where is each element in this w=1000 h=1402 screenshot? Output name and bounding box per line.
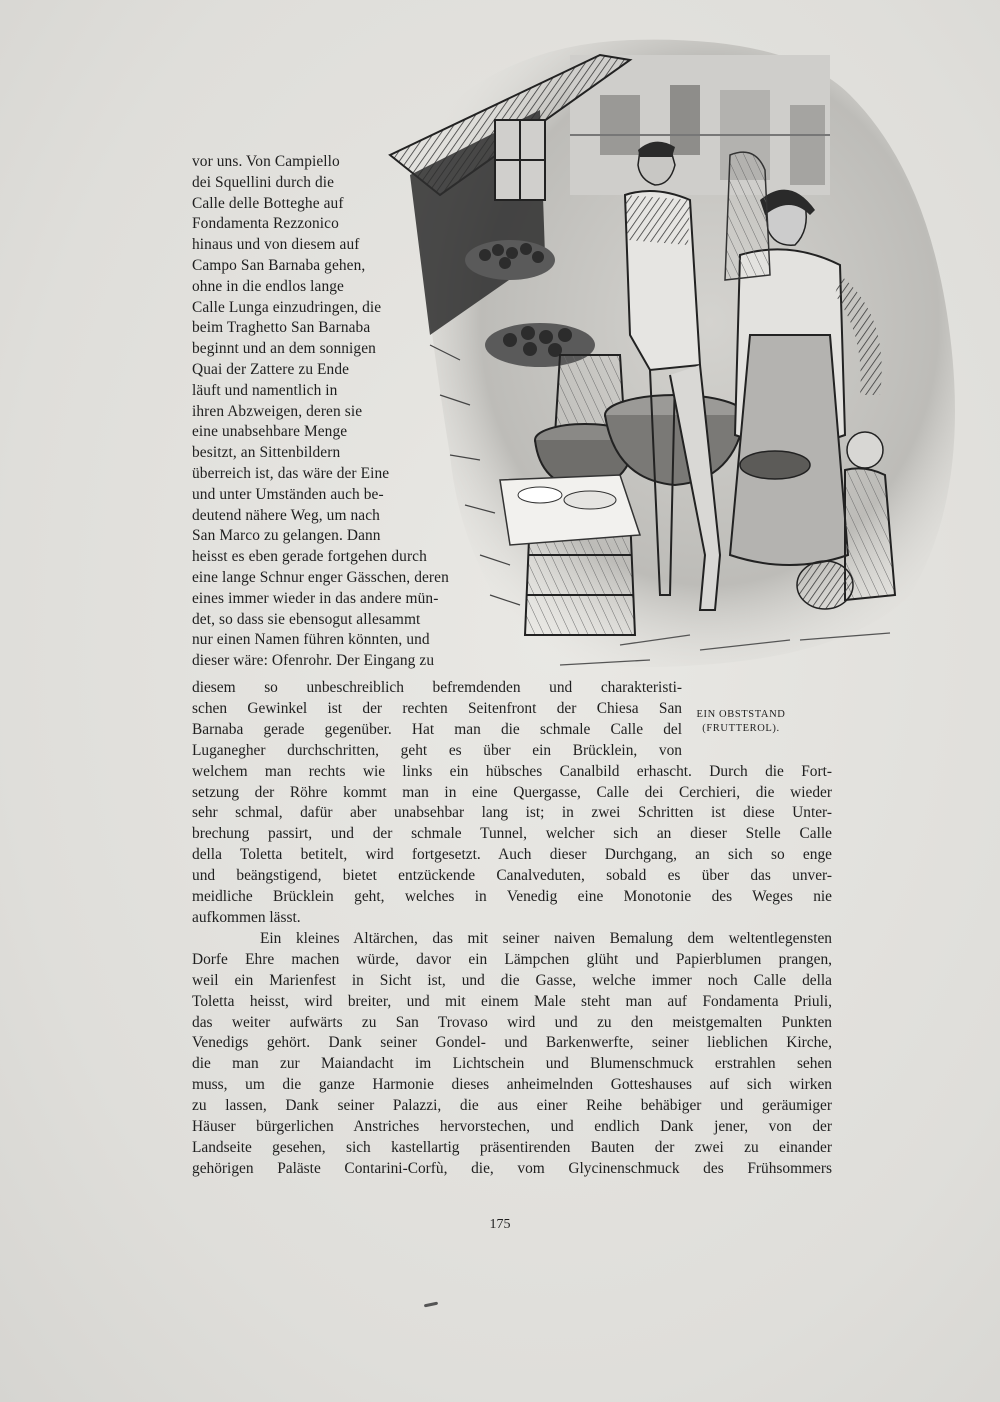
text-line: und unter Umständen auch be- xyxy=(192,485,384,503)
text-line: meidliche Brücklein geht, welches in Venedig eine Monotonie des Weges nie xyxy=(192,888,832,906)
text-line: und beängstigend, bietet entzückende Canalveduten, sobald es über das unver- xyxy=(192,867,832,885)
text-line: det, so dass sie ebensogut allesammt xyxy=(192,610,421,628)
text-line: Häuser bürgerlichen Anstriches hervorstechen, und endlich Dank jener, von der xyxy=(192,1118,832,1136)
text-line: nur einen Namen führen könnten, und xyxy=(192,631,430,649)
text-line: brechung passirt, und der schmale Tunnel, welcher sich an dieser Stelle Calle xyxy=(192,825,832,843)
text-line: Venedigs gehört. Dank seiner Gondel- und Barkenwerfte, seiner lieblichen Kirche, xyxy=(192,1034,832,1052)
text-line: hinaus und von diesem auf xyxy=(192,236,360,254)
page-number: 175 xyxy=(489,1217,511,1232)
text-line: Dorfe Ehre machen würde, davor ein Lämpchen glüht und Papierblumen prangen, xyxy=(192,950,832,968)
text-line: gehörigen Paläste Contarini-Corfù, die, vom Glycinenschmuck des Frühsommers xyxy=(192,1159,832,1177)
text-line: ihren Abzweigen, deren sie xyxy=(192,402,363,420)
text-line: eine lange Schnur enger Gässchen, deren xyxy=(192,568,449,586)
narrow-text-column xyxy=(192,152,612,672)
text-line: beim Traghetto San Barnaba xyxy=(192,319,371,337)
text-line: Quai der Zattere zu Ende xyxy=(192,360,350,378)
text-line: heisst es eben gerade fortgehen durch xyxy=(192,548,427,566)
text-line: Luganegher durchschritten, geht es über ein Brücklein, von xyxy=(192,741,682,759)
text-line: überreich ist, das wäre der Eine xyxy=(192,464,390,482)
text-line: eine unabsehbare Menge xyxy=(192,423,348,441)
text-line: vor uns. Von Campiello xyxy=(192,153,340,170)
text-line: dei Squellini durch die xyxy=(192,173,335,191)
text-line: besitzt, an Sittenbildern xyxy=(192,444,341,462)
illustration-caption xyxy=(686,708,796,736)
text-line: zu lassen, Dank seiner Palazzi, die aus einer Reihe behäbiger und geräumiger xyxy=(192,1097,832,1115)
text-line: Fondamenta Rezzonico xyxy=(192,215,339,233)
text-line: schen Gewinkel ist der rechten Seitenfront der Chiesa San xyxy=(192,699,682,717)
text-line: Barnaba gerade gegenüber. Hat man die schmale Calle del xyxy=(192,720,682,738)
text-line: eines immer wieder in das andere mün- xyxy=(192,589,439,607)
text-line: weil ein Marienfest in Sicht ist, und die Gasse, welche immer noch Calle della xyxy=(192,971,832,989)
text-line: aufkommen lässt. xyxy=(192,908,301,926)
text-line: die man zur Maiandacht im Lichtschein und Blumenschmuck erstrahlen sehen xyxy=(192,1055,832,1073)
text-line: San Marco zu gelangen. Dann xyxy=(192,527,381,545)
text-line: muss, um die ganze Harmonie dieses anheimelnden Gotteshauses auf sich wirken xyxy=(192,1076,832,1094)
text-line: läuft und namentlich in xyxy=(192,381,338,399)
text-line: beginnt und an dem sonnigen xyxy=(192,340,376,358)
text-line: della Toletta betitelt, wird fortgesetzt. Auch dieser Durchgang, an sich so enge xyxy=(192,846,832,864)
text-line: das weiter aufwärts zu San Trovaso wird und zu den meistgemalten Punkten xyxy=(192,1013,832,1031)
full-text-column xyxy=(192,678,832,1180)
caption-line: EIN OBSTSTAND xyxy=(696,709,786,720)
text-line: diesem so unbeschreiblich befremdenden und charakteristi- xyxy=(192,679,682,696)
text-line: dieser wäre: Ofenrohr. Der Eingang zu xyxy=(192,652,435,670)
text-line: setzung der Röhre kommt man in eine Quergasse, Calle dei Cerchieri, die wieder xyxy=(192,783,832,801)
text-line: Ein kleines Altärchen, das mit seiner naiven Bemalung dem weltentlegensten xyxy=(260,929,832,947)
text-line: ohne in die endlos lange xyxy=(192,277,344,295)
text-line: deutend nähere Weg, um nach xyxy=(192,506,380,524)
text-line: Toletta heisst, wird breiter, und mit einem Male steht man auf Fondamenta Priuli, xyxy=(192,992,832,1010)
text-line: Calle delle Botteghe auf xyxy=(192,194,344,212)
text-line: welchem man rechts wie links ein hübsches Canalbild erhascht. Durch die Fort- xyxy=(192,762,832,780)
caption-line: (FRUTTEROL). xyxy=(702,723,780,734)
text-line: Landseite gesehen, sich kastellartig präsentirenden Bauten der zwei zu einander xyxy=(192,1138,832,1156)
text-line: sehr schmal, dafür aber unabsehbar lang ist; in zwei Schritten ist diese Unter- xyxy=(192,804,832,822)
text-line: Calle Lunga einzudringen, die xyxy=(192,298,382,316)
text-line: Campo San Barnaba gehen, xyxy=(192,256,366,274)
